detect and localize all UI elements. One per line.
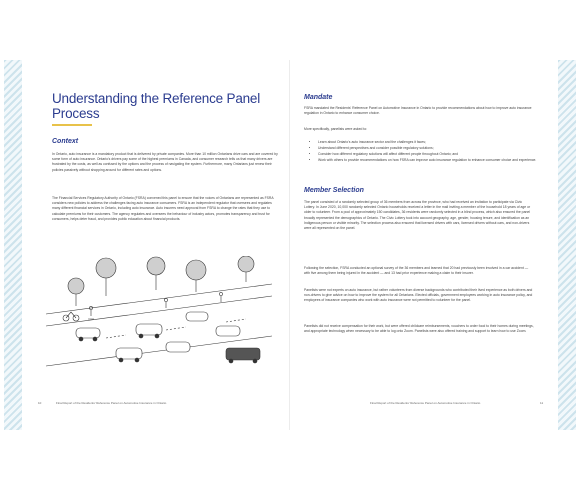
page-title: Understanding the Reference Panel Process [52, 91, 261, 121]
left-footer-text: Final Report of the Residents' Reference Panel on Automotive Insurance in Ontario [56, 401, 167, 405]
mandate-list-item: • Consider how different regulatory solutions will affect different people throughout Ontario; and [318, 152, 540, 157]
selection-paragraph-4: Panelists did not receive compensation for their work, but were offered childcare reimbursements, vouchers to order food to their homes during meetings, and appropriate technology when necessary to be able to log onto Zoom. Panelists were also offered training and support to learn how to use Zoom. [304, 324, 534, 334]
mandate-list-item: • Understand different perspectives and consider possible regulatory solutions; [318, 146, 540, 151]
selection-paragraph-2: Following the selection, FSRA conducted an optional survey of the 36 members and learned that 20 had previously been involved in a car accident — with five among them being injured in the accident — and 13 had prior experience making a claim to their insurer. [304, 266, 529, 276]
book-spread [4, 60, 576, 430]
member-selection-heading: Member Selection [304, 187, 364, 194]
street-illustration [46, 256, 272, 374]
mandate-list-item: • Work with others to provide recommendations on how FSRA can improve auto insurance regulation to enhance consumer choice and experience. [318, 158, 540, 163]
context-paragraph-1: In Ontario, auto insurance is a mandatory product that is delivered by private companies. More than 10 million Ontarians drive cars and are covered by some form of auto insurance. Ontario's drivers pay some of the highest premiums in Canada, and consumer research tells us that many drivers are frustrated by the costs, as well as confused by the options and the process of navigating the system. Furthermore, many Ontarians just renew their policies passively without shopping around for different rates and options. [52, 152, 278, 172]
mandate-heading: Mandate [304, 94, 333, 101]
right-page-stripe [558, 60, 576, 430]
right-footer-page-number: 11 [540, 401, 544, 405]
mandate-paragraph: FSRA mandated the Residents' Reference Panel on Automotive Insurance in Ontario to provide recommendations about how to improve auto insurance regulation in Ontario to enhance consumer choice. [304, 106, 532, 116]
selection-paragraph-1: The panel consisted of a randomly selected group of 36 members from across the province, who had received an invitation to participate via Civic Lottery. In June 2020, 10,000 randomly selected Ontario households received a letter in the mail inviting a member of the household 18 years of age or older to volunteer. From a pool of approximately 150 candidates, 36 residents were randomly selected in a blind process, which also ensured the panel broadly represented the demographics of Ontario. The Civic Lottery took into account geography, age, gender, housing tenure, and identification as an Indigenous person or visible minority. The selection process also ensured that licensed drivers with cars, licensed drivers without cars, and non-drivers were all represented on the panel. [304, 200, 531, 231]
mandate-list [310, 140, 540, 164]
mandate-intro: More specifically, panelists were asked to: [304, 127, 368, 131]
right-footer-text: Final Report of the Residents' Reference Panel on Automotive Insurance in Ontario [370, 401, 481, 405]
selection-paragraph-3: Panelists were not experts on auto insurance, but rather volunteers from diverse backgrounds who contributed their lived experience as both drivers and non-drivers to give advice on how to improve the system for all Ontarians. Elected officials, government employees working in auto insurance policy, and employees of insurance companies who work with auto insurance were not permitted to volunteer for the panel. [304, 288, 533, 303]
right-page [290, 60, 558, 430]
context-heading: Context [52, 138, 79, 145]
left-footer-page-number: 10 [38, 401, 42, 405]
left-page-stripe [4, 60, 22, 430]
left-page [22, 60, 290, 430]
mandate-list-item: • Learn about Ontario's auto insurance sector and the challenges it faces; [318, 140, 540, 145]
title-underline [52, 124, 92, 126]
context-paragraph-2: The Financial Services Regulatory Authority of Ontario (FSRA) convened this panel to ensure that the voices of Ontarians are represented as FSRA considers new policies to address the challenges facing auto insurance consumers. FSRA is an independent regulator that oversees and regulates many different financial services in Ontario, including auto insurance. Auto insurers need approval from FSRA to change the rates that they use to calculate premiums for their customers. The agency regulates and oversees the behaviour of industry actors, promotes transparency and trust for consumers, helps deter fraud, and provides public education about financial products. [52, 196, 274, 221]
